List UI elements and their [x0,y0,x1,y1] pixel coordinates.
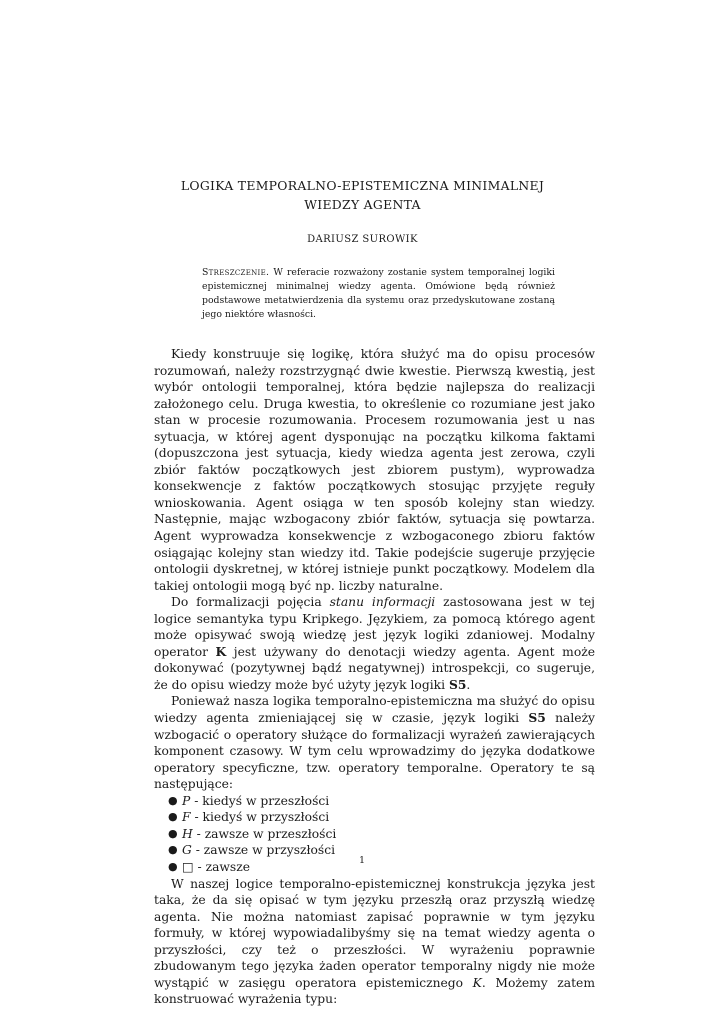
text-run: W naszej logice temporalno-epistemicznej konstrukcja języka jest taka, że da się opisać w tym języku przeszłą oraz przyszłą wiedzę agenta. Nie można natomiast zapisać poprawnie w tym języku formuły, w której wypowiadalibyśmy się na temat wiedzy agenta o przyszłości, czy też o przeszłości. W wyrażeniu poprawnie zbudowanym tego języka żaden operator temporalny nigdy nie może wystąpić w zasięgu operatora epistemicznego [154,876,595,990]
paragraph-1: Kiedy konstruuje się logikę, która służyć ma do opisu procesów rozumowań, należy rozstrzygnąć dwie kwestie. Pierwszą kwestią, jest wybór ontologii temporalnej, która będzie najlepsza do realizacji założonego celu. Druga kwestia, to określenie co rozumiane jest jako stan w procesie rozumowania. Procesem rozumowania jest u nas sytuacja, w której agent dysponując na początku kilkoma faktami (dopuszczona jest sytuacja, kiedy wiedza agenta jest zerowa, czyli zbiór faktów początkowych jest zbiorem pustym), wyprowadza konsekwencje z faktów początkowych stosując przyjęte reguły wnioskowania. Agent osiąga w ten sposób kolejny stan wiedzy. Następnie, mając wzbogacony zbiór faktów, sytuacja się powtarza. Agent wyprowadza konsekwencje z wzbogaconego zbioru faktów osiągając kolejny stan wiedzy itd. Takie podejście sugeruje przyjęcie ontologii dyskretnej, w której istnieje punkt początkowy. Modelem dla takiej ontologii mogą być np. liczby naturalne. [154,347,595,593]
list-item [168,793,595,810]
text-run: Do formalizacji pojęcia [171,595,330,610]
emphasis-term: stanu informacji [329,595,436,610]
text-run: zastosowana jest w tej logice semantyka typu Kripkego. Językiem, za pomocą którego agent może opisywać swoją wiedzę jest język logiki zdaniowej. Modalny operator [154,595,595,659]
paragraph-2 [154,594,595,693]
abstract [202,266,555,322]
bullet-icon: ● [168,859,178,873]
operator-k: K [472,975,482,990]
body-text [154,346,595,1008]
text-run: należy wzbogacić o operatory służące do formalizacji wyrażeń zawierających komponent czasowy. W tym celu wprowadzimy do języka dodatkowe operatory specyficzne, tzw. operatory temporalne. Operatory te są następujące: [154,711,596,792]
logic-s5: S5 [448,676,467,692]
operator-desc: - zawsze w przyszłości [191,843,336,858]
operator-desc: - kiedyś w przyszłości [190,810,330,825]
operator-k: K [215,643,227,659]
box-operator-symbol: □ [182,859,194,874]
text-run: Ponieważ nasza logika temporalno-epistemiczna ma służyć do opisu wiedzy agenta zmieniającej się w czasie, język logiki [154,694,595,726]
operator-symbol: F [182,810,191,825]
operator-symbol: H [182,826,193,841]
bullet-icon: ● [168,826,178,840]
list-item [168,859,595,876]
operator-list [154,793,595,876]
abstract-label: Streszczenie. [202,267,270,278]
list-item [168,826,595,843]
abstract-text: W referacie rozważony zostanie system temporalnej logiki epistemicznej minimalnej wiedzy agenta. Omówione będą również podstawowe metatwierdzenia dla systemu oraz przedyskutowane zostaną jego niektóre własności. [202,267,555,321]
bullet-icon: ● [168,843,178,857]
operator-symbol: G [182,843,192,858]
bullet-icon: ● [168,810,178,824]
paper-title [150,176,575,214]
operator-symbol: P [182,793,191,808]
page-number: 1 [358,855,366,866]
title-line-2: WIEDZY AGENTA [304,197,421,212]
paragraph-4 [154,876,595,1008]
operator-desc: - zawsze [193,859,250,874]
logic-s5: S5 [528,710,546,726]
bullet-icon: ● [168,793,178,807]
text-run: jest używany do denotacji wiedzy agenta. Agent może dokonywać (pozytywnej bądź negatywnej) introspekcji, co sugeruje, że do opisu wiedzy może być użyty język logiki [154,644,595,692]
text-run: . Możemy zatem konstruować wyrażenia typu: [154,975,595,1007]
operator-desc: - zawsze w przeszłości [192,826,337,841]
operator-desc: - kiedyś w przeszłości [190,793,330,808]
list-item [168,842,595,859]
list-item [168,809,595,826]
author-name: DARIUSZ SUROWIK [307,234,418,245]
title-line-1: LOGIKA TEMPORALNO-EPISTEMICZNA MINIMALNEJ [180,178,545,193]
paragraph-3 [154,693,595,792]
text-run: . [466,677,471,692]
